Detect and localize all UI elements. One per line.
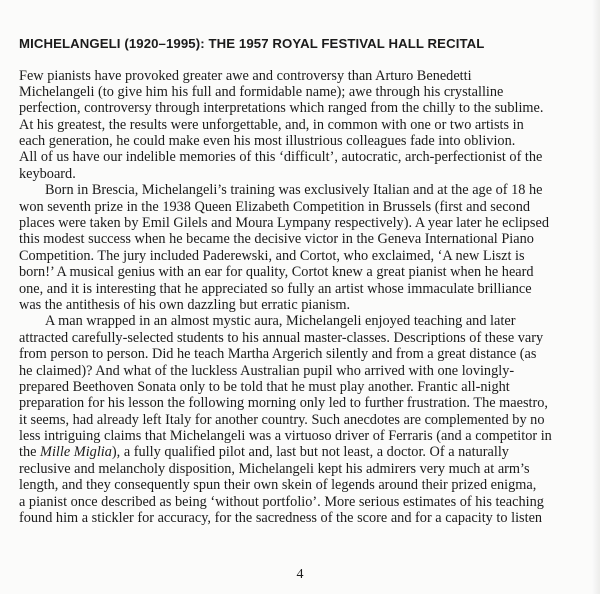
- text-line: less intriguing claims that Michelangeli was a virtuoso driver of Ferraris (and a competitor in: [19, 428, 552, 445]
- text-line: At his greatest, the results were unforgettable, and, in common with one or two artists in: [19, 116, 524, 133]
- text-line: each generation, he could make even his most illustrious colleagues fade into oblivion.: [19, 133, 516, 150]
- page-number: 4: [296, 567, 304, 582]
- text-line: keyboard.: [19, 165, 76, 182]
- text-line: a pianist once described as being ‘without portfolio’. More serious estimates of his teaching: [19, 493, 544, 510]
- text-line: found him a stickler for accuracy, for the sacredness of the score and for a capacity to listen: [19, 510, 543, 527]
- page-edge-shadow: [592, 0, 600, 594]
- text-line: was the antithesis of his own dazzling but erratic pianism.: [19, 296, 351, 313]
- text-line: Born in Brescia, Michelangeli’s training was exclusively Italian and at the age of 18 he: [45, 182, 543, 199]
- text-line: born!’ A musical genius with an ear for quality, Cortot knew a great pianist when he heard: [19, 264, 534, 281]
- text-line: All of us have our indelible memories of this ‘difficult’, autocratic, arch-perfectionist of the: [19, 149, 543, 166]
- article-body: [19, 68, 585, 527]
- text-line: Competition. The jury included Paderewski, and Cortot, who exclaimed, ‘A new Liszt is: [19, 247, 525, 264]
- text-line: one, and it is interesting that he appreciated so fully an artist whose immaculate brilliance: [19, 280, 532, 297]
- text-line: Few pianists have provoked greater awe and controversy than Arturo Benedetti: [19, 67, 472, 84]
- text-line: length, and they consequently spun their own skein of legends around their prized enigma,: [19, 477, 537, 494]
- text-line: prepared Beethoven Sonata only to be told that he must play another. Frantic all-night: [19, 378, 510, 395]
- text-line: attracted carefully-selected students to his annual master-classes. Descriptions of these vary: [19, 329, 544, 346]
- italic-title: Mille Miglia: [40, 444, 112, 461]
- text-line: reclusive and melancholy disposition, Michelangeli kept his admirers very much at arm’s: [19, 460, 530, 477]
- section-heading: MICHELANGELI (1920–1995): THE 1957 ROYAL FESTIVAL HALL RECITAL: [19, 36, 485, 51]
- text-line: this modest success when he became the decisive victor in the Geneva International Piano: [19, 231, 534, 248]
- text-line: A man wrapped in an almost mystic aura, Michelangeli enjoyed teaching and later: [45, 313, 516, 330]
- text-line: won seventh prize in the 1938 Queen Elizabeth Competition in Brussels (first and second: [19, 198, 531, 215]
- text-line: the Mille Miglia), a fully qualified pilot and, last but not least, a doctor. Of a naturally: [19, 444, 509, 461]
- text-line: it seems, had already left Italy for another country. Such anecdotes are complemented by no: [19, 411, 545, 428]
- text-line: preparation for his lesson the following morning only led to further frustration. The maestro,: [19, 395, 548, 412]
- text-line: from person to person. Did he teach Martha Argerich silently and from a great distance (as: [19, 346, 537, 363]
- text-line: places were taken by Emil Gilels and Moura Lympany respectively). A year later he eclipsed: [19, 215, 549, 232]
- text-line: he claimed)? And what of the luckless Australian pupil who arrived with one lovingly-: [19, 362, 515, 379]
- text-line: Michelangeli (to give him his full and formidable name); awe through his crystalline: [19, 83, 504, 100]
- text-line: perfection, controversy through interpretations which ranged from the chilly to the sublime.: [19, 100, 544, 117]
